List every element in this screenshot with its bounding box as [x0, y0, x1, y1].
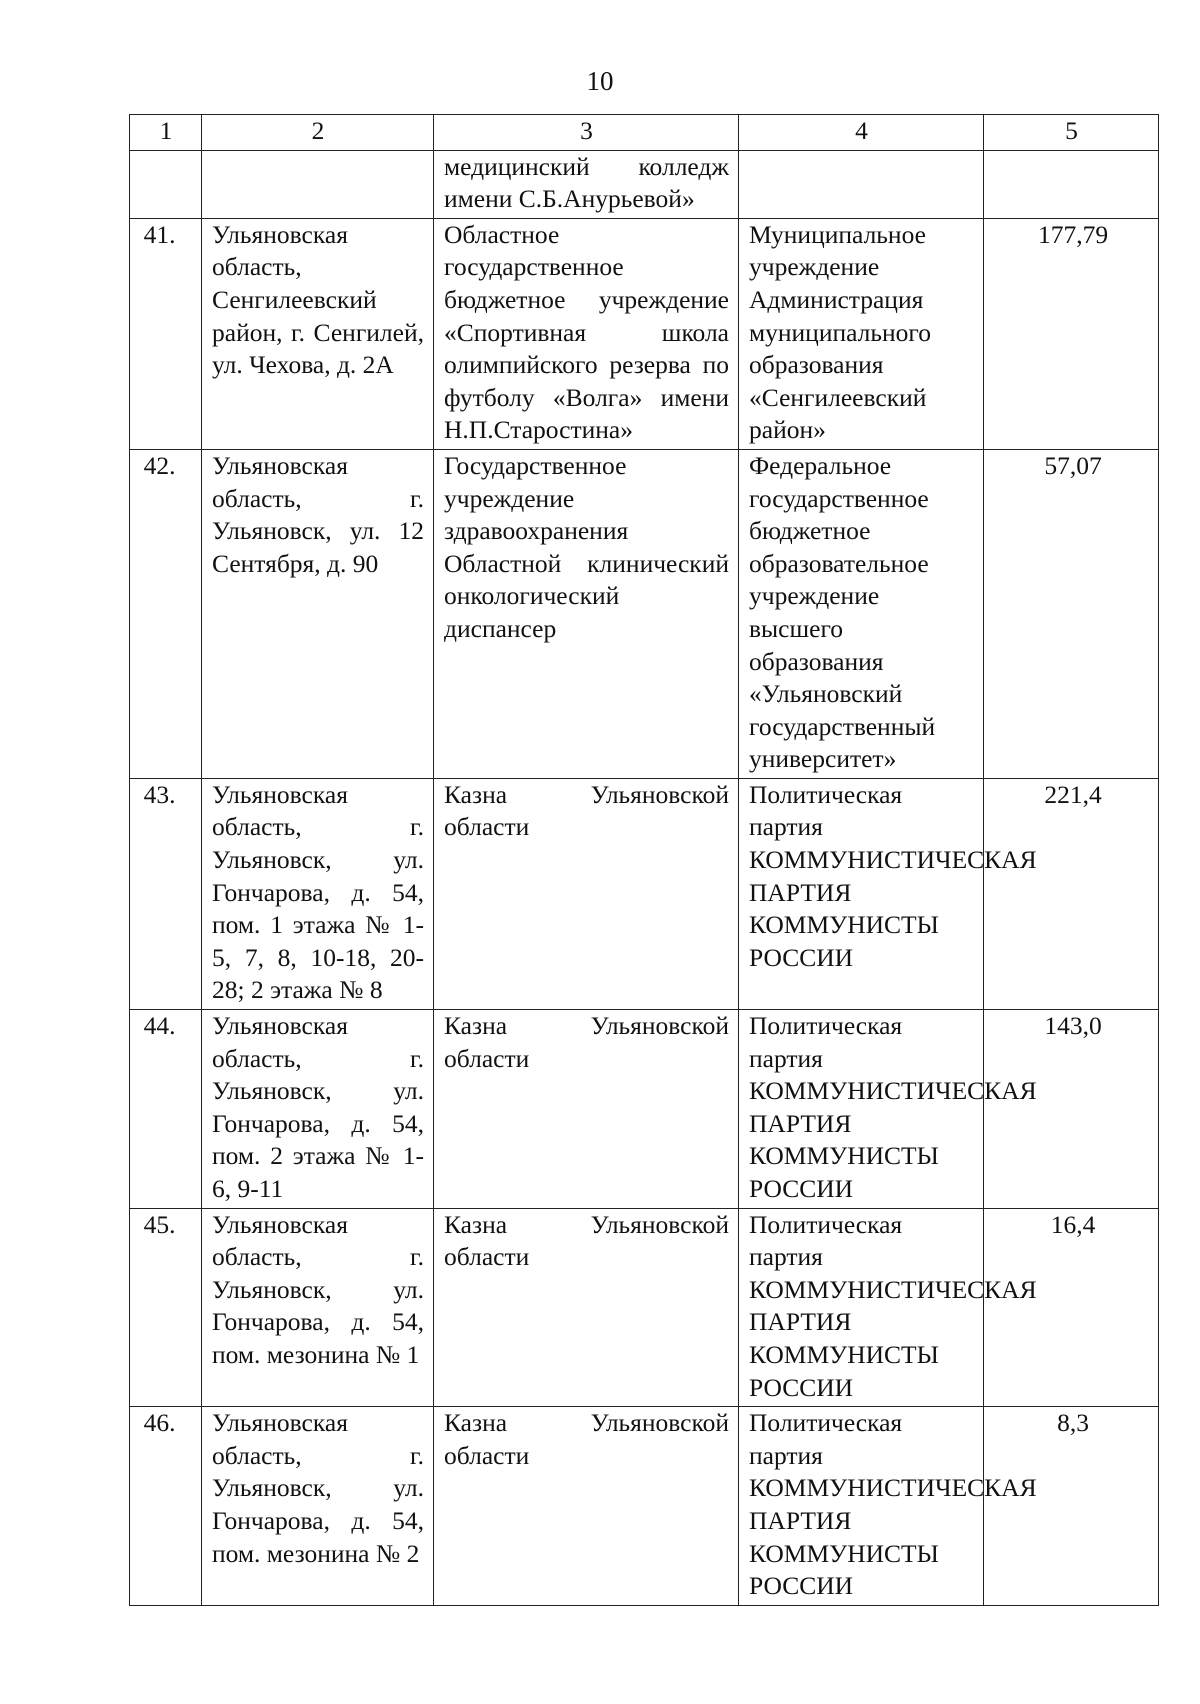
area-cell: 143,0 — [984, 1010, 1159, 1209]
address-cell: Ульяновская область, Сенгилеевский район, г. Сенгилей, ул. Чехова, д. 2А — [202, 218, 434, 449]
area-cell: 57,07 — [984, 449, 1159, 778]
num-cell: 45. — [130, 1208, 202, 1407]
header-row — [130, 115, 1159, 151]
table-row — [130, 1407, 1159, 1606]
area-cell: 8,3 — [984, 1407, 1159, 1606]
recipient-cell: Политическая партия КОММУНИСТИЧЕСКАЯ ПАРТИЯ КОММУНИСТЫ РОССИИ — [739, 1010, 984, 1209]
recipient-cell — [739, 150, 984, 218]
recipient-cell: Муниципальное учреждение Администрация муниципального образования «Сенгилеевский район» — [739, 218, 984, 449]
address-cell: Ульяновская область, г. Ульяновск, ул. Гончарова, д. 54, пом. мезонина № 1 — [202, 1208, 434, 1407]
column-header: 1 — [130, 115, 202, 151]
num-cell — [130, 150, 202, 218]
num-cell: 43. — [130, 778, 202, 1009]
property-table — [129, 114, 1159, 1606]
address-cell: Ульяновская область, г. Ульяновск, ул. Гончарова, д. 54, пом. мезонина № 2 — [202, 1407, 434, 1606]
continuation-row — [130, 150, 1159, 218]
table-row — [130, 1208, 1159, 1407]
area-cell: 16,4 — [984, 1208, 1159, 1407]
num-cell: 41. — [130, 218, 202, 449]
area-cell: 221,4 — [984, 778, 1159, 1009]
holder-cell: медицинский колледж имени С.Б.Анурьевой» — [434, 150, 739, 218]
area-cell: 177,79 — [984, 218, 1159, 449]
holder-cell: Казна Ульяновской области — [434, 778, 739, 1009]
column-header: 4 — [739, 115, 984, 151]
num-cell: 44. — [130, 1010, 202, 1209]
holder-cell: Казна Ульяновской области — [434, 1010, 739, 1209]
holder-cell: Государственное учреждение здравоохранения Областной клинический онкологический диспансер — [434, 449, 739, 778]
column-header: 3 — [434, 115, 739, 151]
address-cell: Ульяновская область, г. Ульяновск, ул. 12 Сентября, д. 90 — [202, 449, 434, 778]
recipient-cell: Политическая партия КОММУНИСТИЧЕСКАЯ ПАРТИЯ КОММУНИСТЫ РОССИИ — [739, 778, 984, 1009]
column-header: 2 — [202, 115, 434, 151]
table-row — [130, 778, 1159, 1009]
table-row — [130, 218, 1159, 449]
holder-cell: Казна Ульяновской области — [434, 1208, 739, 1407]
recipient-cell: Политическая партия КОММУНИСТИЧЕСКАЯ ПАРТИЯ КОММУНИСТЫ РОССИИ — [739, 1208, 984, 1407]
num-cell: 42. — [130, 449, 202, 778]
address-cell: Ульяновская область, г. Ульяновск, ул. Гончарова, д. 54, пом. 2 этажа № 1-6, 9-11 — [202, 1010, 434, 1209]
column-header: 5 — [984, 115, 1159, 151]
holder-cell: Казна Ульяновской области — [434, 1407, 739, 1606]
table-row — [130, 1010, 1159, 1209]
area-cell — [984, 150, 1159, 218]
address-cell: Ульяновская область, г. Ульяновск, ул. Гончарова, д. 54, пом. 1 этажа № 1-5, 7, 8, 10-18, 20-28; 2 этажа № 8 — [202, 778, 434, 1009]
recipient-cell: Федеральное государственное бюджетное образовательное учреждение высшего образования «Ульяновский государственный университет» — [739, 449, 984, 778]
num-cell: 46. — [130, 1407, 202, 1606]
table-row — [130, 449, 1159, 778]
recipient-cell: Политическая партия КОММУНИСТИЧЕСКАЯ ПАРТИЯ КОММУНИСТЫ РОССИИ — [739, 1407, 984, 1606]
holder-cell: Областное государственное бюджетное учреждение «Спортивная школа олимпийского резерва по футболу «Волга» имени Н.П.Старостина» — [434, 218, 739, 449]
page-number: 10 — [586, 66, 614, 96]
address-cell — [202, 150, 434, 218]
